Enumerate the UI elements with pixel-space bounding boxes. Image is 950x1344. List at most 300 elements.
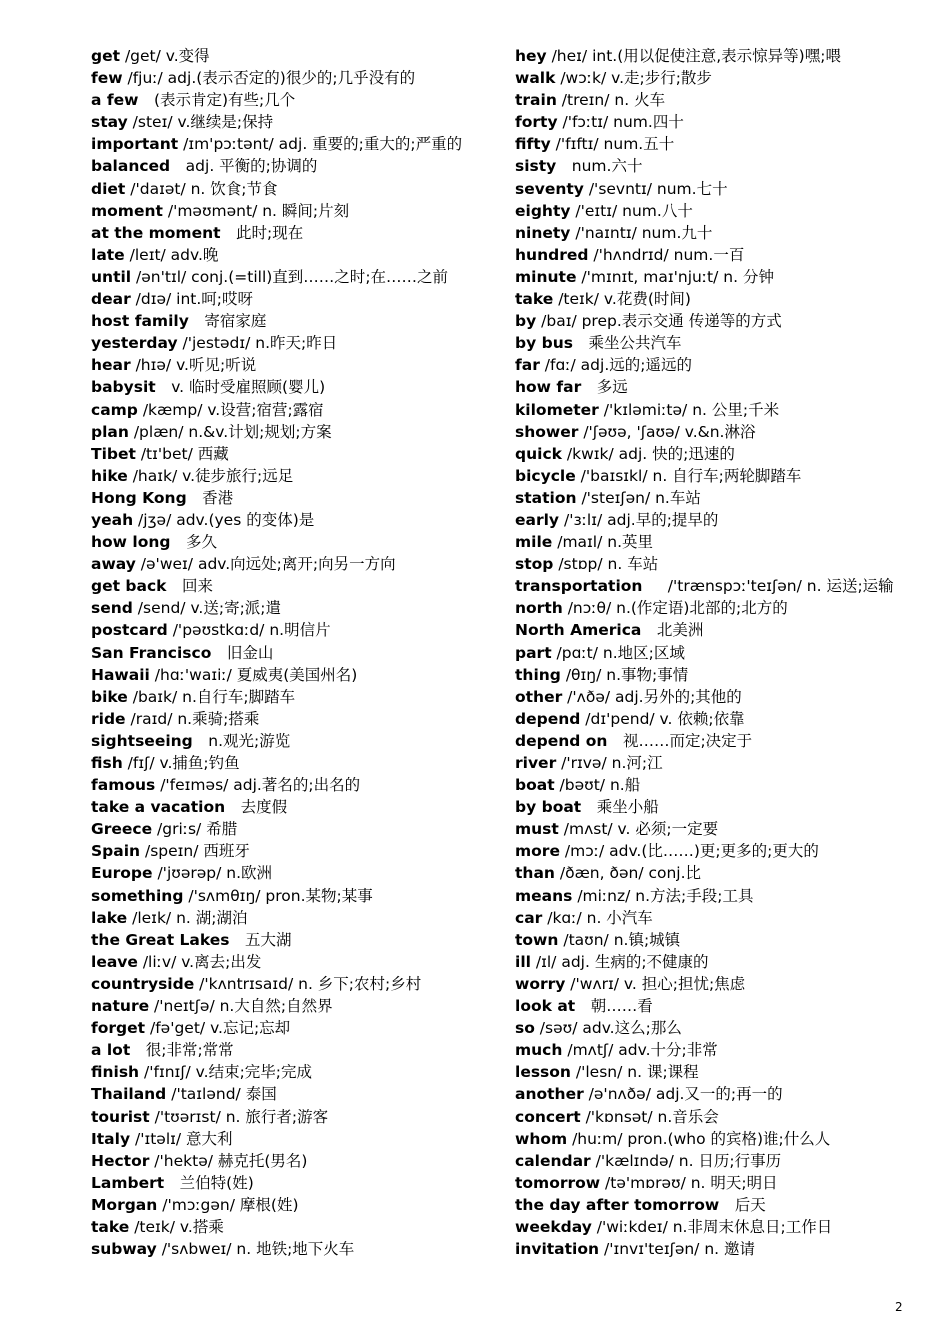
vocab-word: whom	[515, 1129, 568, 1148]
vocab-entry	[91, 862, 481, 884]
vocab-definition: 兰伯特(姓)	[164, 1173, 254, 1192]
vocab-definition: /ə'weɪ/ adv.向远处;离开;向另一方向	[135, 555, 396, 574]
vocab-entry	[91, 332, 481, 354]
vocab-entry	[91, 399, 481, 421]
vocab-definition: 五大湖	[229, 930, 292, 949]
vocab-definition: /fə'get/ v.忘记;忘却	[145, 1019, 291, 1038]
vocab-entry	[515, 1083, 905, 1105]
vocab-word: bicycle	[515, 466, 576, 485]
vocab-word: postcard	[91, 621, 168, 640]
vocab-entry	[515, 1017, 905, 1039]
vocab-word: hike	[91, 466, 128, 485]
vocab-entry	[91, 1238, 481, 1260]
vocab-entry	[515, 553, 905, 575]
vocab-entry	[91, 133, 481, 155]
vocab-word: another	[515, 1085, 584, 1104]
vocab-entry	[91, 774, 481, 796]
vocab-definition: /dɪə/ int.呵;哎呀	[130, 290, 254, 309]
vocab-definition: /'kʌntrɪsaɪd/ n. 乡下;农村;乡村	[194, 974, 422, 993]
vocab-word: than	[515, 864, 555, 883]
vocab-word: other	[515, 687, 563, 706]
vocab-entry	[515, 1238, 905, 1260]
vocab-entry	[91, 487, 481, 509]
vocab-word: must	[515, 820, 559, 839]
vocab-definition: /wɔːk/ v.走;步行;散步	[555, 69, 712, 88]
vocab-word: stop	[515, 555, 554, 574]
vocab-definition: /'fɪftɪ/ num.五十	[550, 135, 675, 154]
vocab-entry	[515, 45, 905, 67]
vocab-entry	[91, 995, 481, 1017]
vocab-definition: 朝……看	[575, 997, 653, 1016]
vocab-word: Thailand	[91, 1085, 167, 1104]
vocab-definition: /'neɪtʃə/ n.大自然;自然界	[149, 997, 333, 1016]
vocab-word: Lambert	[91, 1173, 165, 1192]
vocab-entry	[515, 487, 905, 509]
vocab-definition: /'sʌbweɪ/ n. 地铁;地下火车	[156, 1240, 355, 1259]
vocab-entry	[515, 708, 905, 730]
vocab-entry	[91, 973, 481, 995]
vocab-definition: /fɑː/ adj.远的;遥远的	[539, 356, 692, 375]
vocab-word: minute	[515, 267, 577, 286]
vocab-entry	[515, 818, 905, 840]
vocab-word: take a vacation	[91, 798, 226, 817]
vocab-definition: /get/ v.变得	[120, 47, 210, 65]
vocab-word: send	[91, 599, 133, 618]
right-vocabulary-column	[515, 45, 905, 1260]
vocab-entry	[91, 1106, 481, 1128]
vocab-definition: /miːnz/ n.方法;手段;工具	[572, 886, 754, 905]
vocab-definition: /'lesn/ n. 课;课程	[570, 1063, 699, 1082]
vocab-definition: /'wiːkdeɪ/ n.非周末休息日;工作日	[591, 1217, 833, 1236]
vocab-word: Hawaii	[91, 665, 150, 684]
vocab-word: look at	[515, 997, 576, 1016]
vocab-entry	[91, 686, 481, 708]
vocab-entry	[515, 178, 905, 200]
vocab-word: by	[515, 312, 537, 331]
vocab-word: hundred	[515, 245, 589, 264]
page-number: 2	[895, 1300, 903, 1314]
vocab-word: Spain	[91, 842, 141, 861]
vocab-word: nature	[91, 997, 150, 1016]
vocab-entry	[91, 619, 481, 641]
vocab-definition: /haɪk/ v.徒步旅行;远足	[127, 466, 294, 485]
vocab-entry	[91, 89, 481, 111]
vocab-entry	[515, 619, 905, 641]
vocab-entry	[515, 443, 905, 465]
vocab-definition: /'kɪləmiːtə/ n. 公里;千米	[598, 400, 780, 419]
vocab-word: few	[91, 69, 123, 88]
vocab-definition: /'sʌmθɪŋ/ pron.某物;某事	[183, 886, 373, 905]
vocab-entry	[91, 200, 481, 222]
vocab-entry	[515, 885, 905, 907]
vocab-entry	[515, 597, 905, 619]
vocab-entry	[515, 1194, 905, 1216]
vocab-word: at the moment	[91, 223, 221, 242]
vocab-word: the Great Lakes	[91, 930, 230, 949]
vocab-entry	[91, 1128, 481, 1150]
vocab-definition: /liːv/ v.离去;出发	[137, 952, 262, 971]
vocab-entry	[91, 178, 481, 200]
vocab-entry	[515, 310, 905, 332]
vocab-entry	[91, 421, 481, 443]
vocab-definition: 此时;现在	[220, 223, 304, 242]
vocab-definition: /heɪ/ int.(用以促使注意,表示惊异等)嘿;喂	[546, 47, 841, 65]
vocab-word: how long	[91, 533, 171, 552]
vocab-word: North America	[515, 621, 642, 640]
vocab-word: Italy	[91, 1129, 131, 1148]
vocab-entry	[515, 531, 905, 553]
vocab-definition: /fjuː/ adj.(表示否定的)很少的;几乎没有的	[122, 69, 416, 88]
vocab-entry	[515, 1172, 905, 1194]
vocab-definition: /jʒə/ adv.(yes 的变体)是	[133, 510, 315, 529]
vocab-word: fifty	[515, 135, 551, 154]
vocab-definition: 香港	[186, 488, 234, 507]
vocab-definition: 很;非常;常常	[130, 1041, 234, 1060]
vocab-word: weekday	[515, 1217, 592, 1236]
vocab-definition: /taʊn/ n.镇;城镇	[558, 930, 681, 949]
vocab-entry	[515, 111, 905, 133]
vocab-definition: /mʌtʃ/ adv.十分;非常	[562, 1041, 718, 1060]
vocab-entry	[91, 222, 481, 244]
vocab-definition: /'məʊmənt/ n. 瞬间;片刻	[162, 201, 350, 220]
vocab-word: hey	[515, 47, 547, 65]
vocab-entry	[515, 266, 905, 288]
vocab-entry	[515, 929, 905, 951]
vocab-definition: /'jʊərəp/ n.欧洲	[152, 864, 273, 883]
vocab-word: Morgan	[91, 1195, 158, 1214]
vocab-word: famous	[91, 776, 156, 795]
vocab-entry	[91, 531, 481, 553]
vocab-word: Tibet	[91, 444, 136, 463]
vocab-entry	[515, 354, 905, 376]
vocab-word: sightseeing	[91, 731, 193, 750]
vocab-entry	[515, 222, 905, 244]
vocab-entry	[91, 929, 481, 951]
vocab-entry	[515, 1128, 905, 1150]
vocab-word: moment	[91, 201, 163, 220]
vocab-word: means	[515, 886, 573, 905]
vocab-definition: /mʌst/ v. 必须;一定要	[558, 820, 719, 839]
left-vocabulary-column	[91, 45, 481, 1260]
vocab-entry	[91, 951, 481, 973]
vocab-word: seventy	[515, 179, 584, 198]
vocab-definition: /bəʊt/ n.船	[554, 776, 641, 795]
vocab-definition: /huːm/ pron.(who 的宾格)谁;什么人	[567, 1129, 831, 1148]
vocab-word: stay	[91, 113, 128, 132]
vocab-word: so	[515, 1019, 535, 1038]
vocab-definition: /griːs/ 希腊	[152, 820, 238, 839]
vocab-definition: /'tʊərɪst/ n. 旅行者;游客	[149, 1107, 329, 1126]
vocab-word: leave	[91, 952, 138, 971]
vocab-definition: /stɒp/ n. 车站	[553, 555, 659, 574]
vocab-entry	[91, 885, 481, 907]
vocab-word: ninety	[515, 223, 571, 242]
vocab-word: dear	[91, 290, 131, 309]
vocab-definition: 视……而定;决定于	[607, 731, 753, 750]
vocab-definition: 去度假	[225, 798, 288, 817]
vocab-word: a few	[91, 91, 139, 110]
vocab-definition: /θɪŋ/ n.事物;事情	[560, 665, 689, 684]
vocab-definition: /treɪn/ n. 火车	[556, 91, 666, 110]
vocab-entry	[515, 155, 905, 177]
vocab-definition: /'kælɪndə/ n. 日历;行事历	[590, 1151, 782, 1170]
vocab-entry	[515, 774, 905, 796]
vocab-definition: /steɪ/ v.继续是;保持	[127, 113, 274, 132]
vocab-definition: /nɔːθ/ n.(作定语)北部的;北方的	[562, 599, 788, 618]
vocab-definition: /'baɪsɪkl/ n. 自行车;两轮脚踏车	[575, 466, 802, 485]
vocab-word: early	[515, 510, 560, 529]
vocab-entry	[515, 67, 905, 89]
vocab-entry	[91, 1061, 481, 1083]
vocab-definition: /fɪʃ/ v.捕鱼;钓鱼	[122, 754, 240, 772]
vocab-entry	[515, 332, 905, 354]
vocab-word: tomorrow	[515, 1173, 601, 1192]
vocab-definition: /send/ v.送;寄;派;遣	[132, 599, 282, 618]
vocab-definition: /'taɪlənd/ 泰国	[166, 1085, 277, 1104]
vocab-entry	[91, 376, 481, 398]
vocab-definition: /baɪk/ n.自行车;脚踏车	[127, 687, 296, 706]
vocab-entry	[515, 1150, 905, 1172]
vocab-entry	[515, 973, 905, 995]
vocab-definition: /speɪn/ 西班牙	[140, 842, 250, 861]
vocab-word: Greece	[91, 820, 153, 839]
vocab-entry	[515, 840, 905, 862]
vocab-definition: /'eɪtɪ/ num.八十	[570, 201, 693, 220]
vocab-word: lesson	[515, 1063, 571, 1082]
vocab-definition: /'naɪntɪ/ num.九十	[570, 223, 713, 242]
vocab-word: get	[91, 47, 121, 65]
vocab-definition: 后天	[719, 1195, 766, 1214]
vocab-word: forty	[515, 113, 558, 132]
vocab-entry	[91, 244, 481, 266]
vocab-definition: /'ʃəʊə, 'ʃaʊə/ v.&n.淋浴	[578, 422, 756, 441]
vocab-definition: /kɑː/ n. 小汽车	[542, 908, 653, 927]
vocab-definition: /leɪt/ adv.晚	[124, 245, 219, 264]
vocab-word: something	[91, 886, 184, 905]
vocab-word: depend	[515, 709, 581, 728]
vocab-definition: 多久	[170, 533, 218, 552]
vocab-word: bike	[91, 687, 128, 706]
vocab-word: worry	[515, 974, 566, 993]
vocab-entry	[515, 862, 905, 884]
vocab-entry	[515, 399, 905, 421]
vocab-entry	[91, 664, 481, 686]
vocab-definition: n.观光;游览	[192, 731, 291, 750]
vocab-definition: /'ɪnvɪ'teɪʃən/ n. 邀请	[599, 1240, 756, 1259]
vocab-definition: 回来	[166, 577, 213, 596]
vocab-word: a lot	[91, 1041, 131, 1060]
vocab-definition: /'ʌðə/ adj.另外的;其他的	[562, 687, 742, 706]
vocab-word: how far	[515, 378, 582, 397]
vocab-word: until	[91, 267, 132, 286]
vocab-entry	[515, 575, 905, 597]
vocab-entry	[91, 597, 481, 619]
vocab-word: calendar	[515, 1151, 591, 1170]
vocab-entry	[515, 288, 905, 310]
vocab-word: countryside	[91, 974, 195, 993]
vocab-definition: /teɪk/ v.花费(时间)	[553, 290, 691, 309]
vocab-entry	[91, 642, 481, 664]
vocab-word: take	[515, 290, 554, 309]
vocab-word: hear	[91, 356, 131, 375]
vocab-word: diet	[91, 179, 126, 198]
vocab-definition: /'hʌndrɪd/ num.一百	[588, 245, 745, 264]
vocab-word: babysit	[91, 378, 156, 397]
vocab-entry	[515, 133, 905, 155]
vocab-definition: /tɪ'bet/ 西藏	[135, 444, 229, 463]
vocab-word: get back	[91, 577, 167, 596]
vocab-word: fish	[91, 754, 123, 772]
vocab-entry	[515, 686, 905, 708]
vocab-definition: /'pəʊstkɑːd/ n.明信片	[167, 621, 331, 640]
vocab-entry	[515, 509, 905, 531]
vocab-word: yesterday	[91, 334, 178, 353]
vocab-definition: /kwɪk/ adj. 快的;迅速的	[561, 444, 735, 463]
vocab-word: sisty	[515, 157, 557, 176]
vocab-entry	[91, 1194, 481, 1216]
vocab-entry	[91, 266, 481, 288]
vocab-definition: /hɪə/ v.听见;听说	[130, 356, 257, 375]
vocab-definition: /'hektə/ 赫克托(男名)	[149, 1151, 308, 1170]
vocab-definition: /leɪk/ n. 湖;湖泊	[127, 908, 248, 927]
vocab-definition: /tə'mɒrəʊ/ n. 明天;明日	[600, 1173, 778, 1192]
vocab-definition: /ən'tɪl/ conj.(=till)直到……之时;在……之前	[131, 267, 449, 286]
vocab-word: yeah	[91, 510, 134, 529]
vocab-word: shower	[515, 422, 579, 441]
vocab-entry	[91, 1150, 481, 1172]
vocab-definition: /dɪ'pend/ v. 依赖;依靠	[580, 709, 745, 728]
vocab-word: important	[91, 135, 179, 154]
vocab-word: mile	[515, 533, 553, 552]
vocab-entry	[515, 796, 905, 818]
vocab-word: car	[515, 908, 543, 927]
vocab-word: eighty	[515, 201, 571, 220]
vocab-entry	[515, 1039, 905, 1061]
vocab-word: station	[515, 488, 577, 507]
vocab-definition: /'sevntɪ/ num.七十	[583, 179, 728, 198]
vocab-entry	[515, 421, 905, 443]
vocab-word: tourist	[91, 1107, 150, 1126]
vocab-word: finish	[91, 1063, 140, 1082]
vocab-entry	[515, 642, 905, 664]
vocab-definition: /'daɪət/ n. 饮食;节食	[125, 179, 278, 198]
vocab-entry	[91, 1039, 481, 1061]
vocab-definition: 乘坐小船	[581, 798, 659, 817]
vocab-word: much	[515, 1041, 563, 1060]
vocab-entry	[515, 730, 905, 752]
vocab-entry	[91, 708, 481, 730]
vocab-entry	[91, 155, 481, 177]
vocab-entry	[91, 752, 481, 774]
vocab-word: away	[91, 555, 136, 574]
vocab-entry	[91, 730, 481, 752]
vocab-definition: /'rɪvə/ n.河;江	[556, 754, 663, 772]
vocab-definition: /'trænspɔː'teɪʃən/ n. 运送;运输	[642, 577, 894, 596]
vocab-entry	[91, 1172, 481, 1194]
vocab-word: far	[515, 356, 540, 375]
vocab-definition: /'fɪnɪʃ/ v.结束;完毕;完成	[139, 1063, 313, 1082]
vocab-definition: /ɪl/ adj. 生病的;不健康的	[530, 952, 709, 971]
vocab-definition: adj. 平衡的;协调的	[170, 157, 318, 176]
vocab-word: boat	[515, 776, 555, 795]
vocab-entry	[91, 575, 481, 597]
vocab-definition: /'ɜːlɪ/ adj.早的;提早的	[559, 510, 719, 529]
vocab-definition: num.六十	[556, 157, 643, 176]
vocab-word: north	[515, 599, 563, 618]
vocab-word: thing	[515, 665, 561, 684]
vocab-definition: 北美洲	[641, 621, 704, 640]
vocab-definition: 寄宿家庭	[188, 312, 267, 331]
vocab-entry	[515, 951, 905, 973]
vocab-word: river	[515, 754, 557, 772]
vocab-word: Europe	[91, 864, 153, 883]
vocab-definition: /'jestədɪ/ n.昨天;昨日	[177, 334, 338, 353]
vocab-word: lake	[91, 908, 128, 927]
vocab-entry	[91, 907, 481, 929]
vocab-word: quick	[515, 444, 562, 463]
vocab-definition: /kæmp/ v.设营;宿营;露宿	[137, 400, 324, 419]
vocab-entry	[91, 1017, 481, 1039]
vocab-word: camp	[91, 400, 138, 419]
vocab-entry	[515, 1106, 905, 1128]
vocab-entry	[515, 376, 905, 398]
vocab-entry	[515, 1216, 905, 1238]
vocab-entry	[91, 553, 481, 575]
vocab-definition: /'ɪtəlɪ/ 意大利	[130, 1129, 233, 1148]
vocab-definition: /'kɒnsət/ n.音乐会	[580, 1107, 719, 1126]
vocab-definition: /ðæn, ðən/ conj.比	[554, 864, 702, 883]
vocab-entry	[515, 244, 905, 266]
vocab-entry	[91, 288, 481, 310]
vocab-word: invitation	[515, 1240, 600, 1259]
vocab-word: walk	[515, 69, 556, 88]
vocab-entry	[515, 200, 905, 222]
vocab-entry	[515, 465, 905, 487]
vocab-definition: /ə'nʌðə/ adj.又一的;再一的	[583, 1085, 783, 1104]
vocab-entry	[91, 310, 481, 332]
vocab-definition: 多远	[581, 378, 628, 397]
vocab-word: by bus	[515, 334, 573, 353]
vocab-entry	[91, 443, 481, 465]
vocab-word: train	[515, 91, 557, 110]
vocab-word: concert	[515, 1107, 581, 1126]
vocab-definition: v. 临时受雇照顾(婴儿)	[155, 378, 326, 397]
vocab-definition: /plæn/ n.&v.计划;规划;方案	[128, 422, 332, 441]
vocab-word: balanced	[91, 157, 171, 176]
vocab-definition: 旧金山	[211, 643, 274, 662]
vocab-word: Hector	[91, 1151, 150, 1170]
vocab-word: transportation	[515, 577, 643, 596]
vocab-word: kilometer	[515, 400, 599, 419]
vocab-definition: /'mɔːgən/ 摩根(姓)	[157, 1195, 299, 1214]
vocab-entry	[91, 465, 481, 487]
vocab-entry	[515, 995, 905, 1017]
vocab-word: depend on	[515, 731, 608, 750]
vocab-entry	[91, 796, 481, 818]
vocab-definition: /'fɔːtɪ/ num.四十	[557, 113, 684, 132]
vocab-entry	[515, 89, 905, 111]
vocab-definition: /'mɪnɪt, maɪ'njuːt/ n. 分钟	[576, 267, 774, 286]
vocab-definition: /raɪd/ n.乘骑;搭乘	[125, 709, 260, 728]
vocab-definition: /səʊ/ adv.这么;那么	[534, 1019, 682, 1038]
vocab-entry	[515, 1061, 905, 1083]
vocab-word: San Francisco	[91, 643, 212, 662]
vocab-word: host family	[91, 312, 189, 331]
vocab-entry	[91, 1216, 481, 1238]
vocab-definition: /mɔː/ adv.(比……)更;更多的;更大的	[559, 842, 819, 861]
vocab-definition: /hɑː'waɪiː/ 夏威夷(美国州名)	[149, 665, 358, 684]
vocab-word: plan	[91, 422, 129, 441]
